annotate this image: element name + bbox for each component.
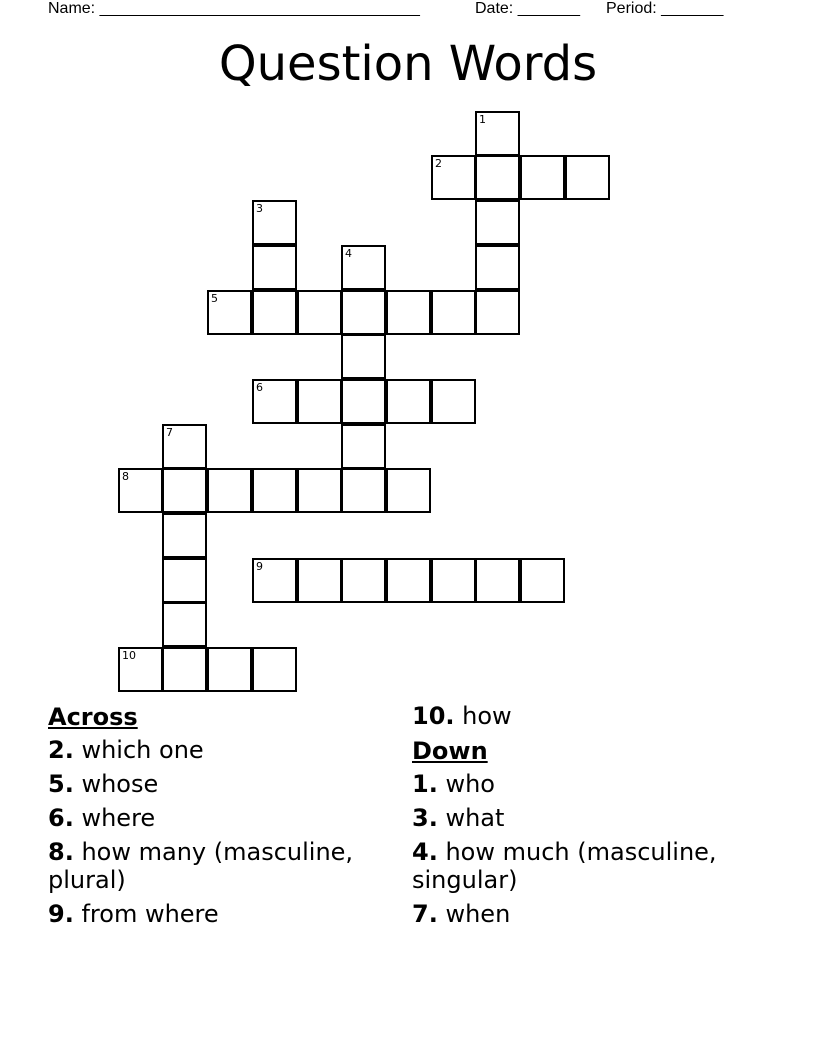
clue-text: what <box>445 804 505 832</box>
crossword-cell[interactable] <box>386 558 431 603</box>
clue-number: 8. <box>48 838 74 866</box>
clue-number-label: 2 <box>435 157 442 170</box>
crossword-cell[interactable] <box>162 468 207 513</box>
clue-across-5 <box>48 770 398 804</box>
crossword-cell[interactable] <box>207 290 252 335</box>
crossword-cell[interactable] <box>252 245 297 290</box>
crossword-cell[interactable] <box>341 290 386 335</box>
crossword-cell[interactable] <box>341 245 386 290</box>
crossword-cell[interactable] <box>431 379 476 424</box>
clue-number-label: 8 <box>122 470 129 483</box>
clue-across-8 <box>48 838 398 900</box>
crossword-cell[interactable] <box>341 468 386 513</box>
crossword-cell[interactable] <box>297 558 342 603</box>
clue-number: 5. <box>48 770 74 798</box>
crossword-cell[interactable] <box>252 290 297 335</box>
crossword-cell[interactable] <box>252 468 297 513</box>
crossword-cell[interactable] <box>475 245 520 290</box>
crossword-cell[interactable] <box>520 155 565 200</box>
clue-text: where <box>81 804 156 832</box>
clue-number: 10. <box>412 702 455 730</box>
crossword-cell[interactable] <box>475 111 520 156</box>
clue-across-9 <box>48 900 398 934</box>
crossword-cell[interactable] <box>297 290 342 335</box>
crossword-cell[interactable] <box>252 379 297 424</box>
crossword-cell[interactable] <box>565 155 610 200</box>
crossword-cell[interactable] <box>297 379 342 424</box>
across-heading: Across <box>48 703 138 731</box>
crossword-cell[interactable] <box>118 468 163 513</box>
clue-number-label: 6 <box>256 381 263 394</box>
crossword-cell[interactable] <box>475 290 520 335</box>
clue-number-label: 3 <box>256 202 263 215</box>
puzzle-title: Question Words <box>218 36 598 92</box>
clue-down-7 <box>412 900 772 934</box>
clue-across-6 <box>48 804 398 838</box>
clue-text: whose <box>81 770 159 798</box>
crossword-cell[interactable] <box>162 424 207 469</box>
clue-text: how <box>462 702 512 730</box>
clue-number: 9. <box>48 900 74 928</box>
crossword-cell[interactable] <box>207 468 252 513</box>
clue-number-label: 5 <box>211 292 218 305</box>
clue-down-4 <box>412 838 772 900</box>
clue-down-3 <box>412 804 772 838</box>
crossword-cell[interactable] <box>162 513 207 558</box>
crossword-cell[interactable] <box>252 558 297 603</box>
crossword-cell[interactable] <box>162 647 207 692</box>
crossword-cell[interactable] <box>341 334 386 379</box>
clue-down-1 <box>412 770 772 804</box>
crossword-cell[interactable] <box>386 379 431 424</box>
crossword-cell[interactable] <box>252 200 297 245</box>
crossword-cell[interactable] <box>475 200 520 245</box>
clue-across-10 <box>412 702 772 736</box>
clue-number: 3. <box>412 804 438 832</box>
crossword-cell[interactable] <box>297 468 342 513</box>
crossword-cell[interactable] <box>386 290 431 335</box>
clue-text: from where <box>81 900 219 928</box>
clue-text: when <box>445 900 511 928</box>
crossword-cell[interactable] <box>431 155 476 200</box>
clue-across-2 <box>48 736 398 770</box>
down-heading: Down <box>412 737 488 765</box>
crossword-cell[interactable] <box>386 468 431 513</box>
clue-number: 1. <box>412 770 438 798</box>
clue-text: how many (masculine, plural) <box>48 838 354 894</box>
crossword-cell[interactable] <box>252 647 297 692</box>
crossword-cell[interactable] <box>341 379 386 424</box>
clue-number-label: 9 <box>256 560 263 573</box>
crossword-cell[interactable] <box>207 647 252 692</box>
clue-text: which one <box>81 736 204 764</box>
clue-number: 2. <box>48 736 74 764</box>
clue-number-label: 10 <box>122 649 136 662</box>
crossword-cell[interactable] <box>162 558 207 603</box>
crossword-cell[interactable] <box>162 602 207 647</box>
clue-number: 7. <box>412 900 438 928</box>
clues-column-right <box>412 702 772 934</box>
crossword-cell[interactable] <box>118 647 163 692</box>
clue-number: 6. <box>48 804 74 832</box>
clue-text: how much (masculine, singular) <box>412 838 717 894</box>
crossword-cell[interactable] <box>431 558 476 603</box>
crossword-cell[interactable] <box>431 290 476 335</box>
date-field[interactable]: Date: _______ <box>475 0 580 17</box>
clue-number-label: 1 <box>479 113 486 126</box>
crossword-cell[interactable] <box>520 558 565 603</box>
clues-column-left <box>48 702 398 934</box>
clue-text: who <box>445 770 495 798</box>
name-field[interactable]: Name: ____________________________________ <box>48 0 420 17</box>
clue-number: 4. <box>412 838 438 866</box>
crossword-cell[interactable] <box>475 558 520 603</box>
clue-number-label: 4 <box>345 247 352 260</box>
period-field[interactable]: Period: _______ <box>606 0 724 17</box>
crossword-cell[interactable] <box>341 424 386 469</box>
clue-number-label: 7 <box>166 426 173 439</box>
crossword-cell[interactable] <box>341 558 386 603</box>
crossword-cell[interactable] <box>475 155 520 200</box>
